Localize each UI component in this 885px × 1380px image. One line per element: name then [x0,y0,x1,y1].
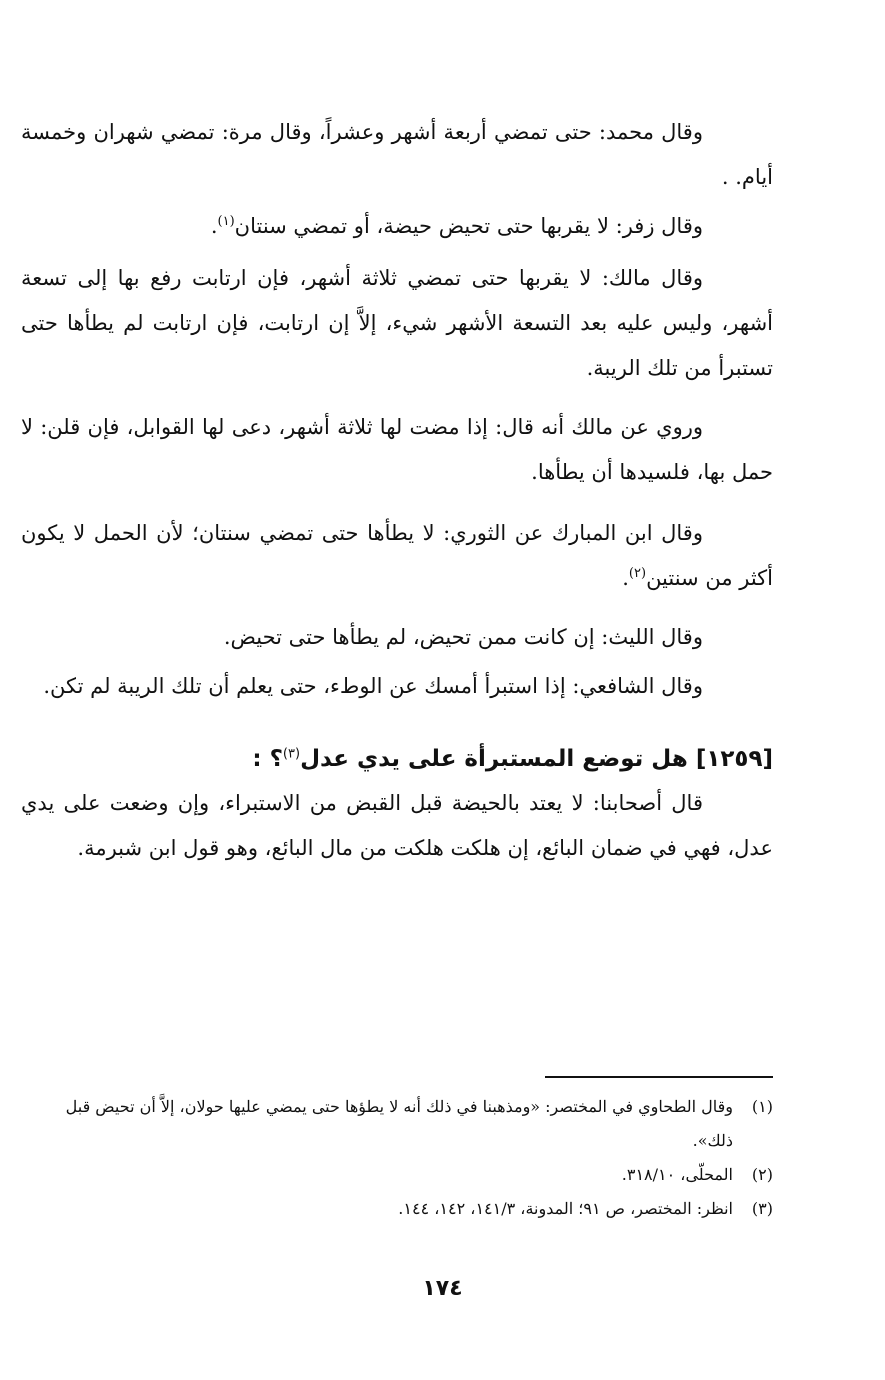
footnote-item [21,1192,773,1226]
paragraph-text: وقال الليث: إن كانت ممن تحيض، لم يطأها حتى تحيض. [223,625,703,649]
section-body [21,781,773,871]
footnote-divider [545,1076,773,1078]
section-number: [١٢٥٩] [695,746,773,772]
paragraph-text: وقال ابن المبارك عن الثوري: لا يطأها حتى تمضي سنتان؛ لأن الحمل لا يكون أكثر من سنتين [21,521,773,590]
footnote-marker[interactable]: (٢) [628,566,647,581]
footnotes [21,1090,773,1226]
paragraph-text: وقال زفر: لا يقربها حتى تحيض حيضة، أو تمضي سنتان [234,214,703,238]
section-title: هل توضع المستبرأة على يدي عدل [300,746,688,772]
paragraph-text: وقال مالك: لا يقربها حتى تمضي ثلاثة أشهر، فإن ارتابت رفع بها إلى تسعة أشهر، وليس عليه بعد التسعة الأشهر شيء، إلاَّ إن ارتابت، فإن ارتابت لم يطأها حتى تستبرأ من تلك الريبة. [21,266,773,380]
footnote-text: وقال الطحاوي في المختصر: «ومذهبنا في ذلك أنه لا يطؤها حتى يمضي عليها حولان، إلاَّ أن تحيض قبل ذلك». [65,1097,733,1150]
paragraph-zufar [21,204,773,249]
paragraph-text: وروي عن مالك أنه قال: إذا مضت لها ثلاثة أشهر، دعى لها القوابل، فإن قلن: لا حمل بها، فلسيدها أن يطأها. [21,415,773,484]
paragraph-muhammad [21,110,773,200]
footnote-marker[interactable]: (٣) [282,746,301,762]
footnote-text: المحلّى، ٣١٨/١٠. [621,1165,733,1184]
paragraph-text: وقال محمد: حتى تمضي أربعة أشهر وعشراً، وقال مرة: تمضي شهران وخمسة أيام. . [21,120,773,189]
paragraph-tail: . [622,566,629,590]
paragraph-ibn-mubarak [21,511,773,601]
paragraph-laith [21,615,773,660]
footnote-item [21,1158,773,1192]
paragraph-text: قال أصحابنا: لا يعتد بالحيضة قبل القبض من الاستبراء، وإن وضعت على يدي عدل، فهي في ضمان البائع، إن هلكت هلكت من مال البائع، وهو قول ابن شبرمة. [21,791,773,860]
paragraph-malik-narration [21,405,773,495]
main-text [21,110,773,871]
footnote-item [21,1090,773,1158]
paragraph-tail: . [210,214,218,238]
paragraph-malik [21,256,773,391]
paragraph-shafii [21,664,773,709]
footnote-number: (٢) [751,1165,773,1184]
footnote-number: (٣) [751,1199,773,1218]
footnote-marker[interactable]: (١) [217,214,235,229]
section-title-tail: ؟ : [252,746,283,772]
paragraph-text: وقال الشافعي: إذا استبرأ أمسك عن الوطء، حتى يعلم أن تلك الريبة لم تكن. [43,674,703,698]
section-heading [21,737,773,781]
footnote-text: انظر: المختصر، ص ٩١؛ المدونة، ١٤١/٣، ١٤٢، ١٤٤. [398,1199,733,1218]
page-number: ١٧٤ [422,1276,463,1301]
footnote-number: (١) [751,1097,773,1116]
